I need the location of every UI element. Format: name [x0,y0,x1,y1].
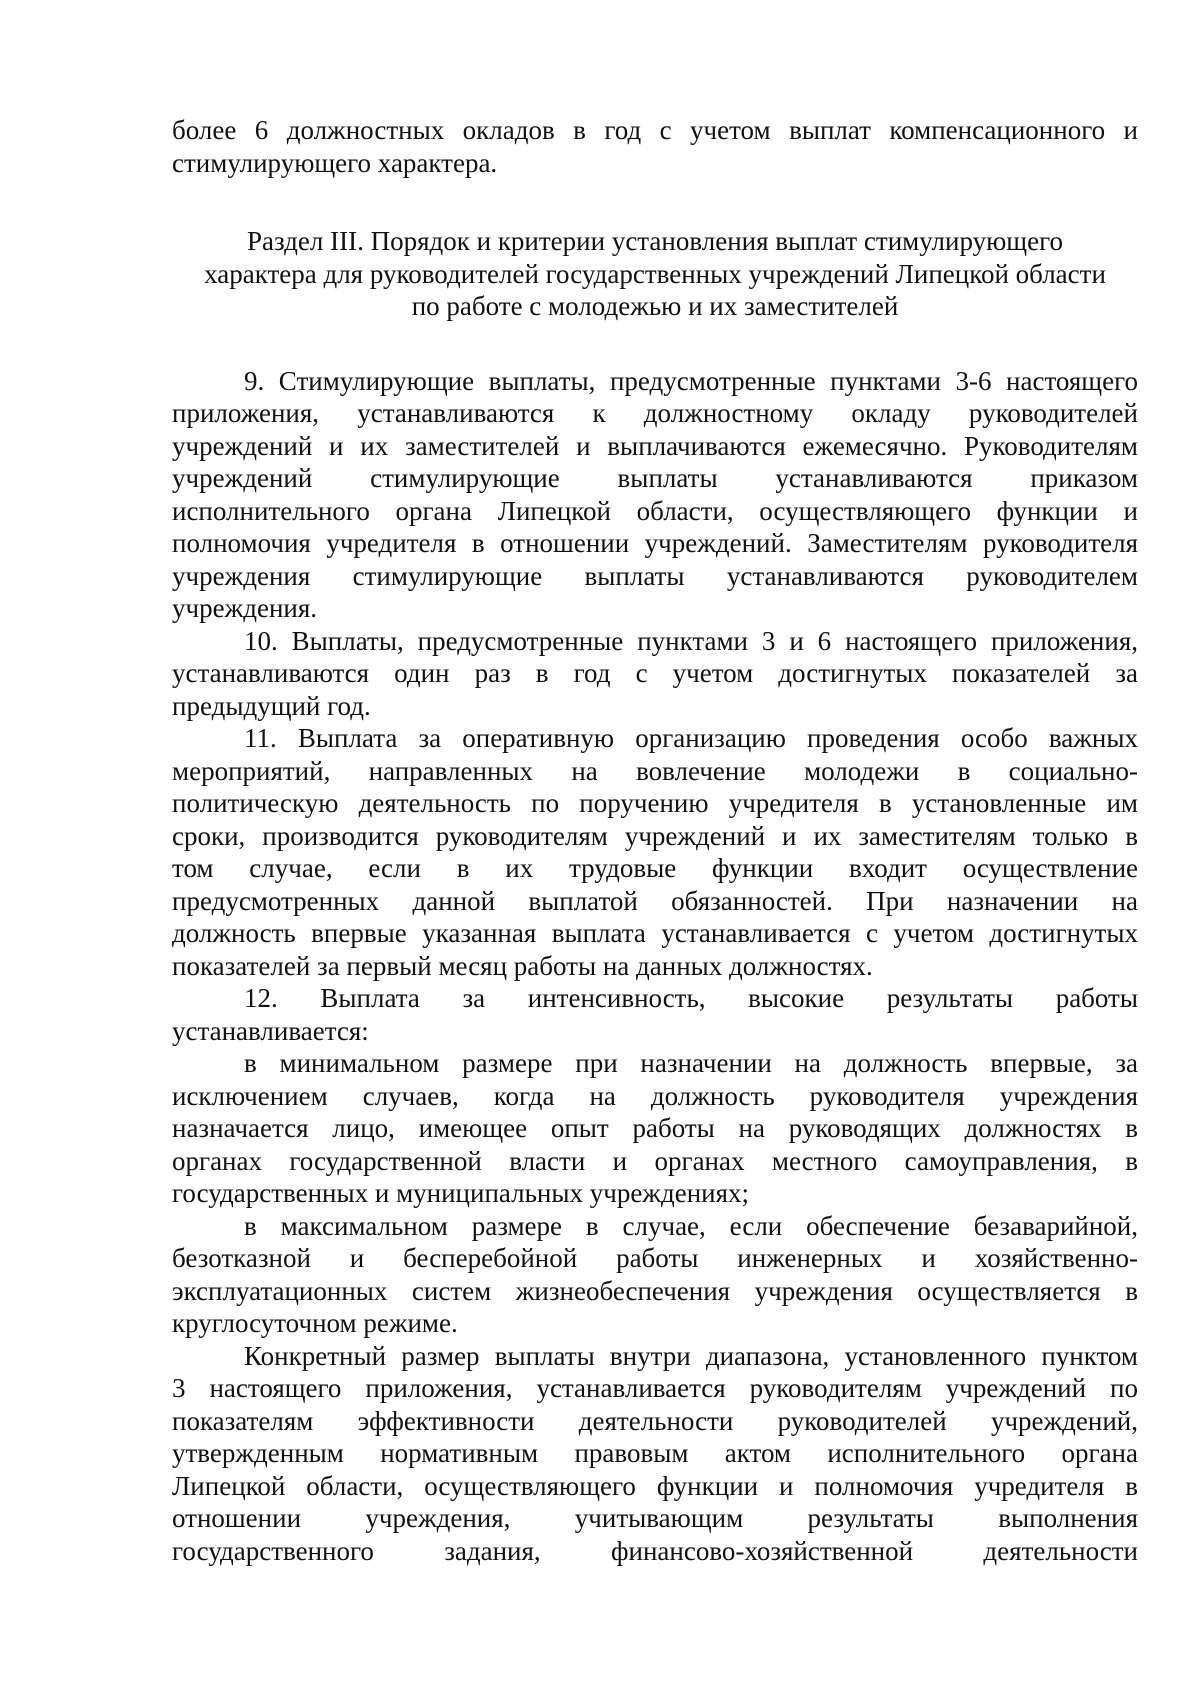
text-line: 12. Выплата за интенсивность, высокие результаты работы [244,983,1138,1013]
text-line: органах государственной власти и органах местного самоуправления, в [172,1145,1138,1176]
paragraph-12 [172,982,1138,1047]
text-line: 9. Стимулирующие выплаты, предусмотренные пунктами 3-6 настоящего [244,365,1138,396]
paragraph-payment-size [172,1340,1138,1568]
text-line: показателей за первый месяц работы на данных должностях. [172,950,873,981]
text-line: политическую деятельность по поручению учредителя в установленные им [172,788,1138,818]
text-line: 10. Выплаты, предусмотренные пунктами 3 и 6 настоящего приложения, [244,625,1138,656]
text-line: Конкретный размер выплаты внутри диапазона, установленного пунктом [244,1340,1138,1371]
text-line: назначается лицо, имеющее опыт работы на руководящих должностях в [172,1113,1138,1143]
text-line: отношении учреждения, учитывающим результаты выполнения [172,1503,1138,1533]
text-line: должность впервые указанная выплата устанавливается с учетом достигнутых [172,918,1138,948]
text-line: учреждения стимулирующие выплаты устанавливаются руководителем [172,560,1138,591]
text-line: предусмотренных данной выплатой обязанностей. При назначении на [172,885,1138,916]
text-line: безотказной и бесперебойной работы инженерных и хозяйственно- [172,1243,1138,1273]
paragraph-12-maximum [172,1210,1138,1340]
text-line: сроки, производится руководителям учреждений и их заместителям только в [172,820,1138,851]
text-line: учреждения. [172,593,318,623]
text-line: мероприятий, направленных на вовлечение молодежи в социально- [172,755,1138,786]
text-line: утвержденным нормативным правовым актом исполнительного органа [172,1438,1138,1468]
text-line: в максимальном размере в случае, если обеспечение безаварийной, [244,1210,1138,1241]
text-line: исключением случаев, когда на должность руководителя учреждения [172,1080,1138,1111]
document-body [172,114,1138,1567]
text-line: показателям эффективности деятельности руководителей учреждений, [172,1405,1138,1436]
text-line: учреждений стимулирующие выплаты устанавливаются приказом [172,463,1138,493]
text-line: государственного задания, финансово-хозяйственной деятельности [172,1535,1138,1566]
text-line: том случае, если в их трудовые функции входит осуществление [172,853,1138,883]
text-line: устанавливаются один раз в год с учетом достигнутых показателей за [172,658,1138,688]
text-line: учреждений и их заместителей и выплачиваются ежемесячно. Руководителям [172,430,1138,461]
text-line: стимулирующего характера. [172,147,498,178]
text-line: предыдущий год. [172,690,371,721]
intro-paragraph [172,114,1138,179]
text-line: государственных и муниципальных учреждениях; [172,1178,750,1208]
text-line: 11. Выплата за оперативную организацию проведения особо важных [244,723,1138,753]
text-line: эксплуатационных систем жизнеобеспечения учреждения осуществляется в [172,1275,1138,1306]
heading-line: по работе с молодежью и их заместителей [411,291,899,321]
heading-line: Раздел III. Порядок и критерии установления выплат стимулирующего [247,226,1063,256]
section-heading [172,225,1138,323]
text-line: устанавливается: [172,1015,369,1046]
text-line: в минимальном размере при назначении на должность впервые, за [244,1048,1138,1078]
paragraph-11 [172,722,1138,982]
text-line: исполнительного органа Липецкой области, осуществляющего функции и [172,495,1138,526]
paragraph-10 [172,625,1138,723]
text-line: полномочия учредителя в отношении учреждений. Заместителям руководителя [172,528,1138,558]
text-line: приложения, устанавливаются к должностному окладу руководителей [172,398,1138,428]
paragraph-12-minimum [172,1047,1138,1210]
text-line: 3 настоящего приложения, устанавливается руководителям учреждений по [172,1373,1138,1403]
text-line: более 6 должностных окладов в год с учетом выплат компенсационного и [172,115,1138,145]
text-line: Липецкой области, осуществляющего функции и полномочия учредителя в [172,1470,1138,1501]
paragraph-9 [172,365,1138,625]
text-line: круглосуточном режиме. [172,1308,458,1338]
heading-line: характера для руководителей государственных учреждений Липецкой области [204,258,1106,289]
